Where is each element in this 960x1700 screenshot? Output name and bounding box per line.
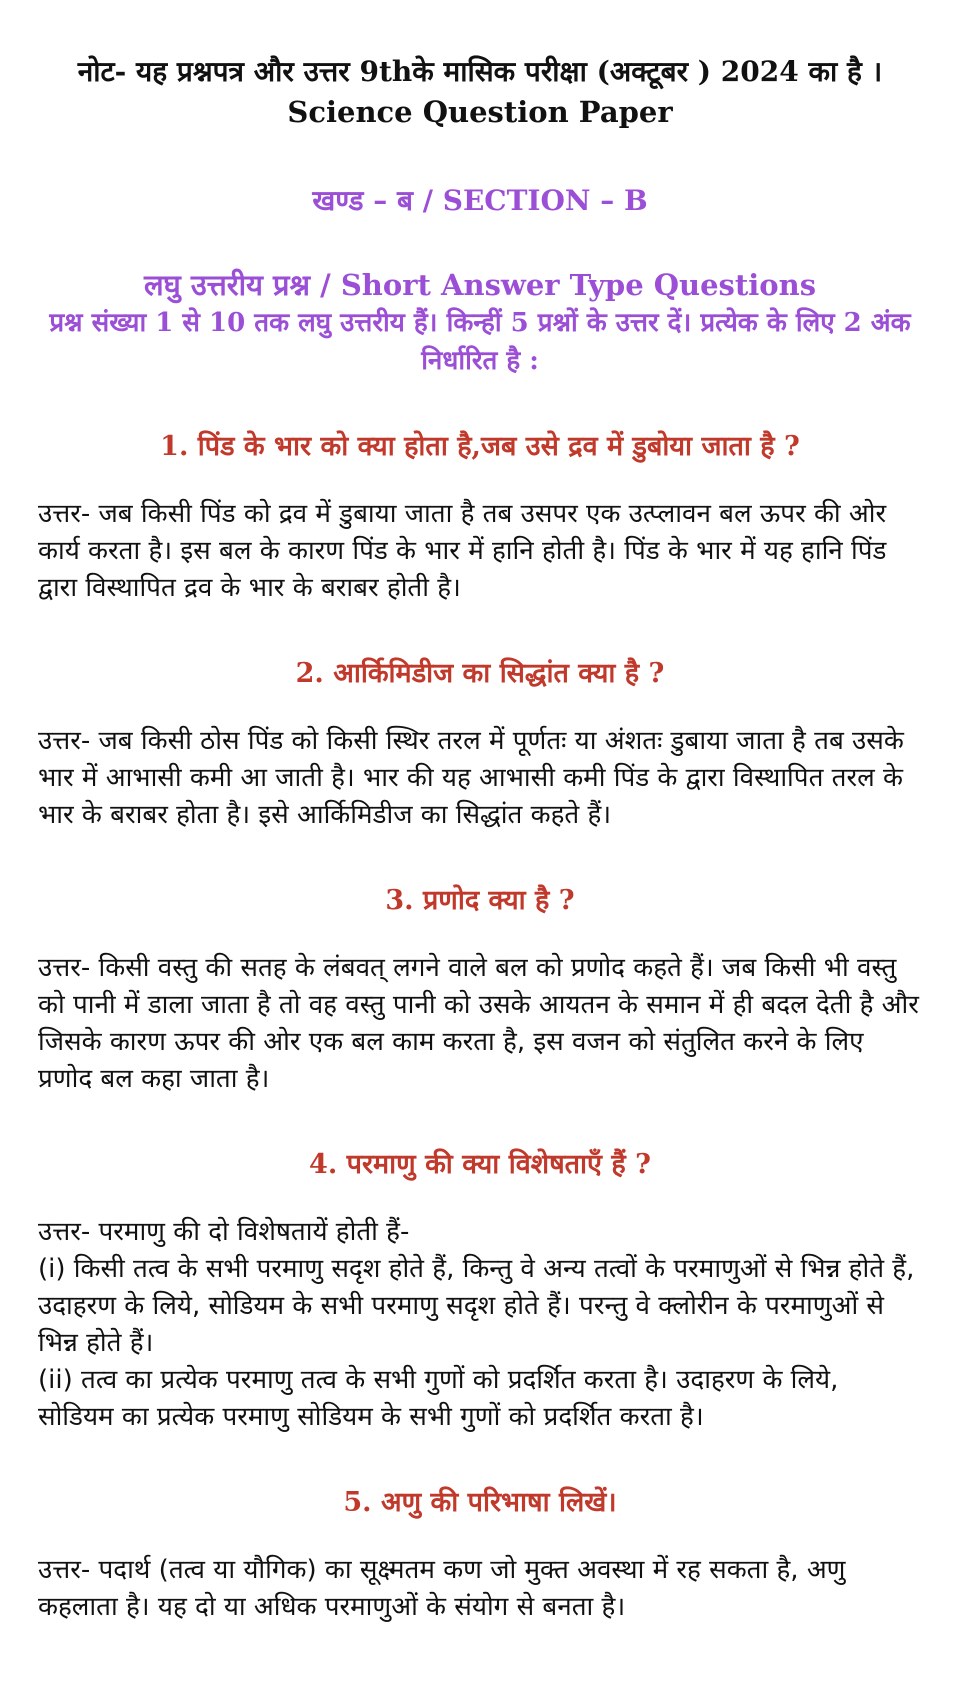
answer-1-text: उत्तर- जब किसी पिंड को द्रव में डुबाया जाता है तब उसपर एक उत्प्लावन बल ऊपर की ओर कार्य करता है। इस बल के कारण पिंड के भार में हानि होती है। पिंड के भार में यह हानि पिंड द्वारा विस्थापित द्रव के भार के बराबर होती है। (38, 499, 887, 603)
answer-3 (38, 950, 922, 1098)
answer-1 (38, 496, 922, 607)
question-1: 1. पिंड के भार को क्या होता है,जब उसे द्रव में डुबोया जाता है ? (160, 431, 800, 462)
answer-3-text: उत्तर- किसी वस्तु की सतह के लंबवत् लगने वाले बल को प्रणोद कहते हैं। जब किसी भी वस्तु को पानी में डाला जाता है तो वह वस्तु पानी को उसके आयतन के समान में ही बदल देती है और जिसके कारण ऊपर की ओर एक बल काम करता है, इस वजन को संतुलित करने के लिए प्रणोद बल कहा जाता है। (38, 953, 919, 1094)
section-heading: खण्ड – ब / SECTION – B (312, 184, 648, 217)
question-4: 4. परमाणु की क्या विशेषताएँ हैं ? (309, 1149, 651, 1180)
question-2: 2. आर्किमिडीज का सिद्धांत क्या है ? (295, 658, 665, 689)
paper-title: Science Question Paper (287, 95, 673, 129)
answer-5-text: उत्तर- पदार्थ (तत्व या यौगिक) का सूक्ष्मतम कण जो मुक्त अवस्था में रह सकता है, अणु कहलाता है। यह दो या अधिक परमाणुओं के संयोग से बनता है। (38, 1555, 846, 1622)
instructions: प्रश्न संख्या 1 से 10 तक लघु उत्तरीय हैं। किन्हीं 5 प्रश्नों के उत्तर दें। प्रत्येक के लिए 2 अंक निर्धारित है : (49, 308, 911, 376)
answer-2 (38, 723, 922, 834)
answer-5 (38, 1552, 922, 1626)
answer-2-text: उत्तर- जब किसी ठोस पिंड को किसी स्थिर तरल में पूर्णतः या अंशतः डुबाया जाता है तब उसके भार में आभासी कमी आ जाती है। भार की यह आभासी कमी पिंड के द्वारा विस्थापित तरल के भार के बराबर होता है। इसे आर्किमिडीज का सिद्धांत कहते हैं। (38, 726, 904, 830)
answer-4 (38, 1214, 922, 1436)
question-3: 3. प्रणोद क्या है ? (385, 885, 575, 916)
answer-4-point-2: (ii) तत्व का प्रत्येक परमाणु तत्व के सभी गुणों को प्रदर्शित करता है। उदाहरण के लिये, सोडियम का प्रत्येक परमाणु सोडियम के सभी गुणों को प्रदर्शित करता है। (38, 1365, 839, 1432)
question-5: 5. अणु की परिभाषा लिखें। (343, 1487, 617, 1518)
question-type-heading: लघु उत्तरीय प्रश्न / Short Answer Type Questions (143, 268, 817, 302)
answer-4-point-1: (i) किसी तत्व के सभी परमाणु सदृश होते हैं, किन्तु वे अन्य तत्वों के परमाणुओं से भिन्न होते हैं, उदाहरण के लिये, सोडियम के सभी परमाणु सदृश होते हैं। परन्तु वे क्लोरीन के परमाणुओं से भिन्न होते हैं। (38, 1254, 915, 1358)
exam-note: नोट- यह प्रश्नपत्र और उत्तर 9thके मासिक परीक्षा (अक्टूबर ) 2024 का है । (77, 55, 883, 88)
answer-4-intro: उत्तर- परमाणु की दो विशेषतायें होती हैं- (38, 1217, 410, 1247)
